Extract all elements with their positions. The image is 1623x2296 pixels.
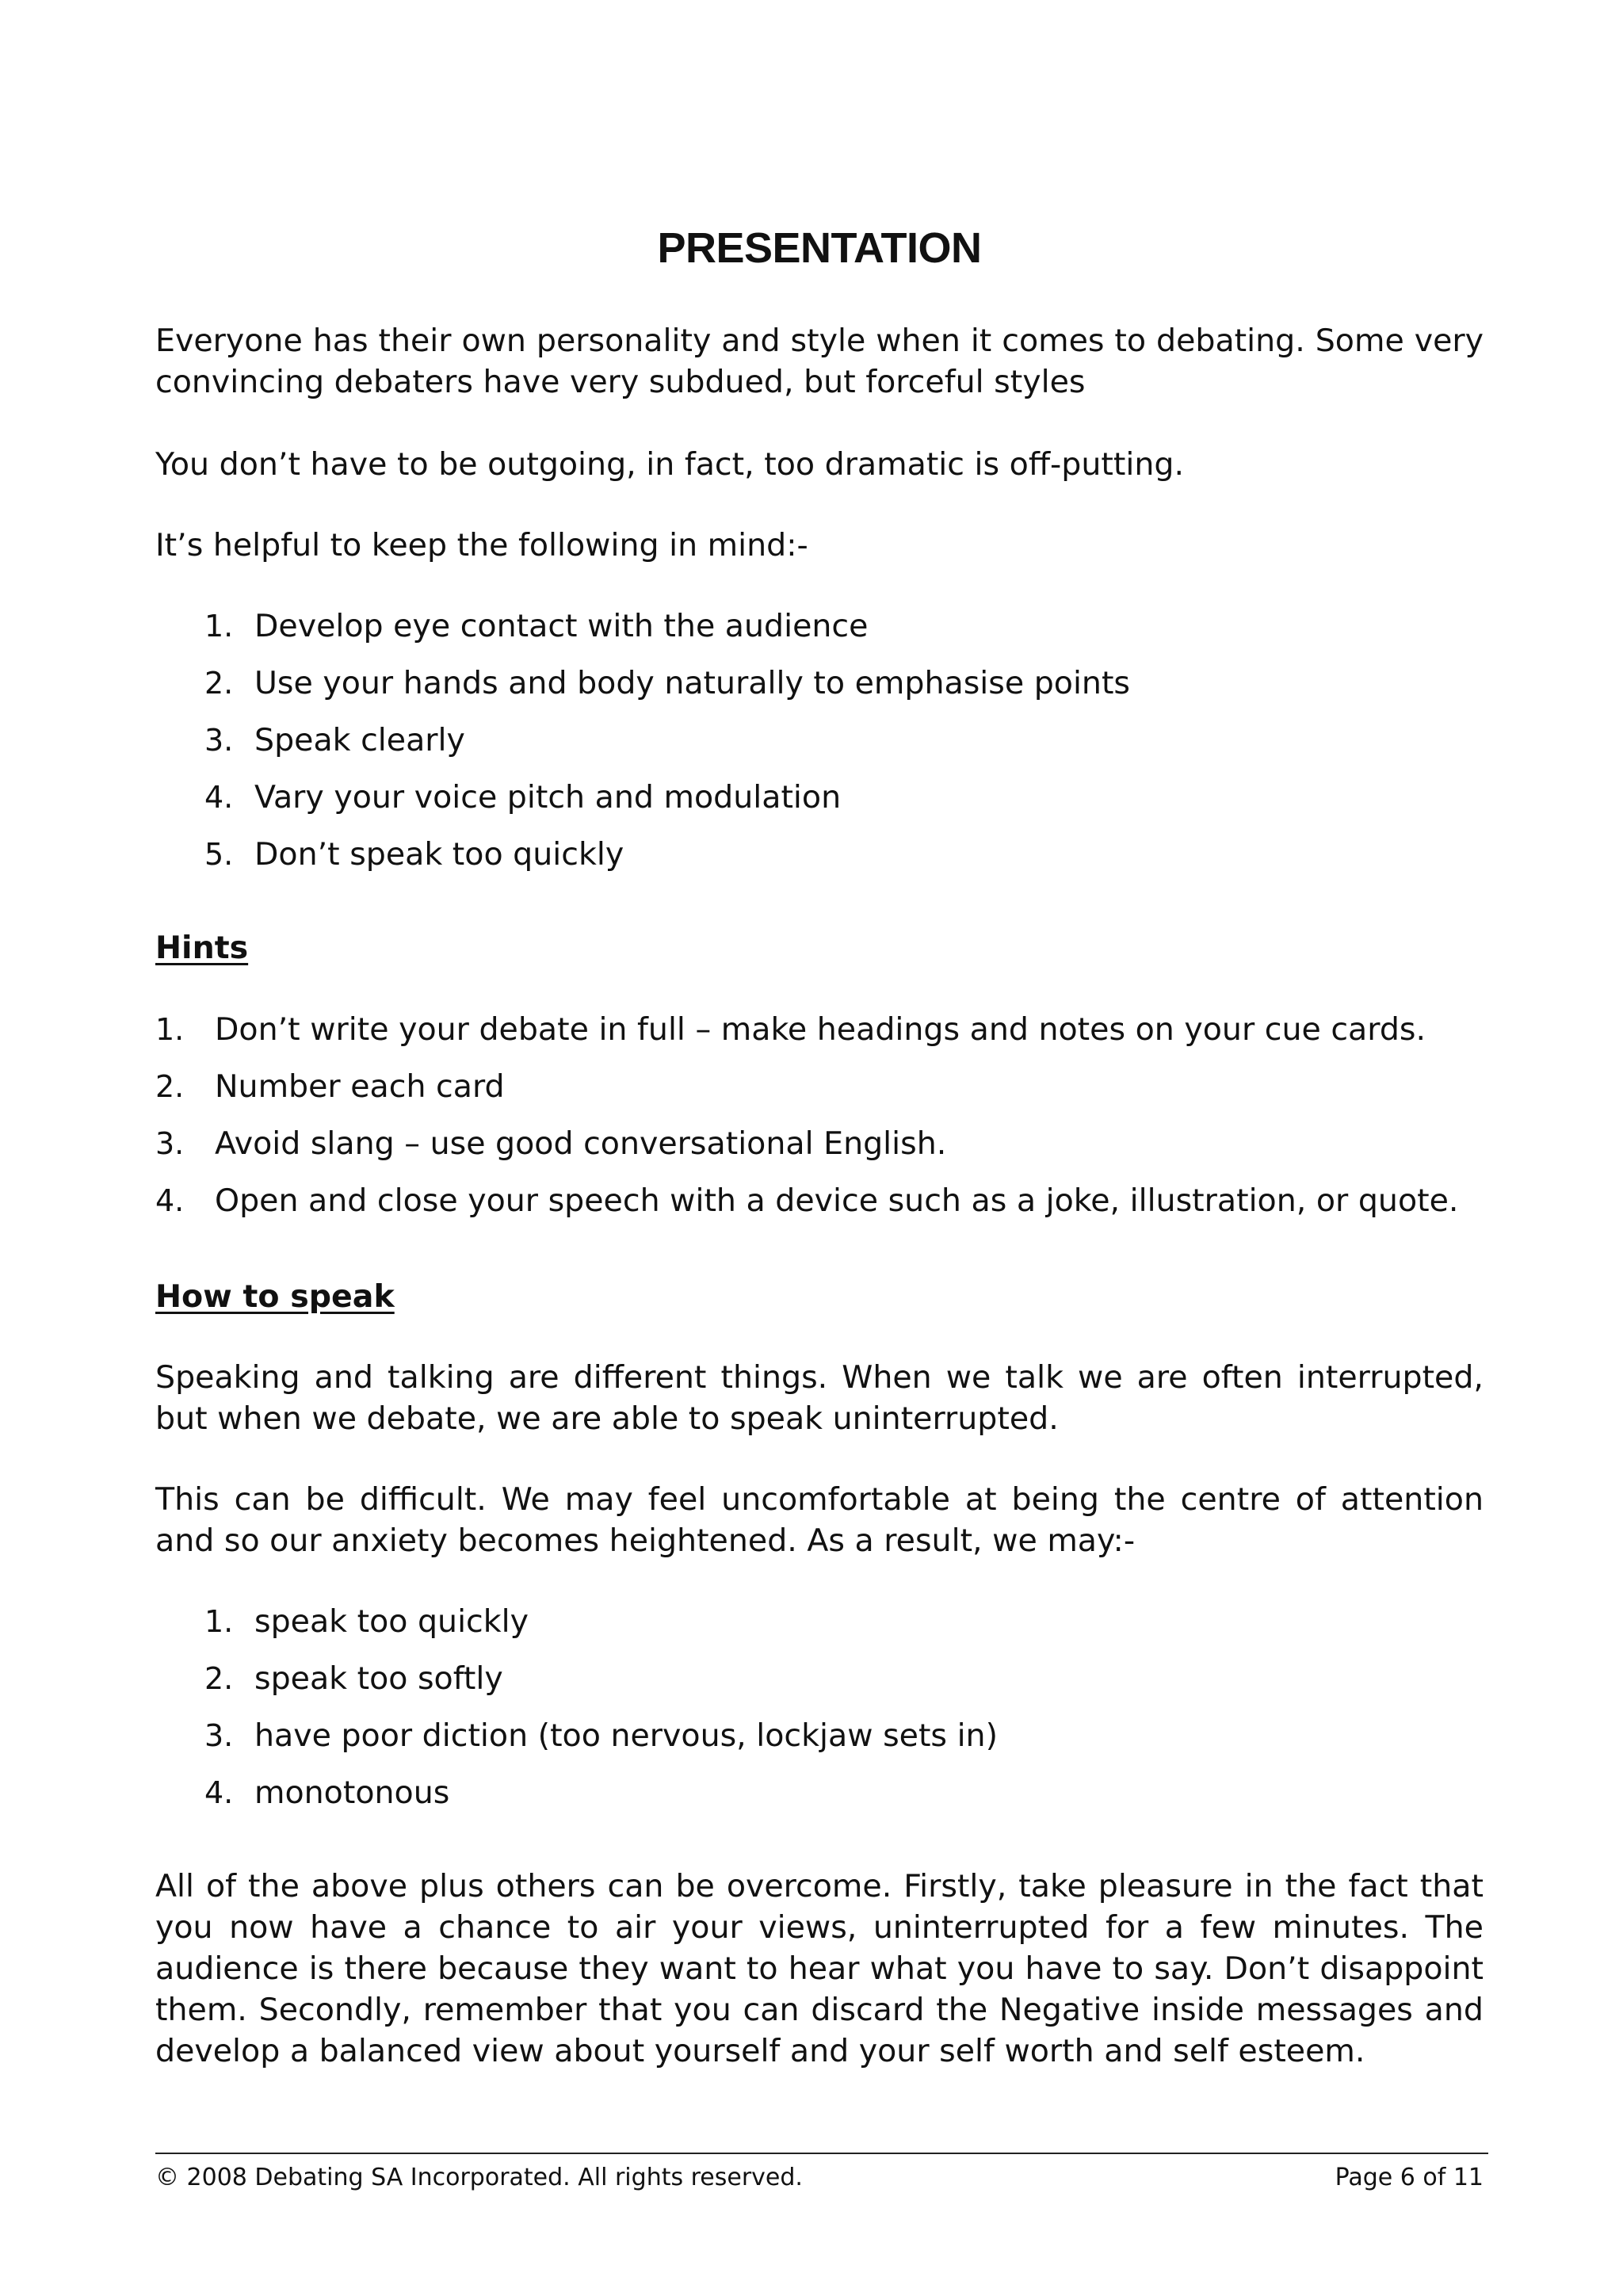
list-item-number: 4. bbox=[204, 1775, 234, 1810]
document-page bbox=[155, 0, 1484, 2296]
how-to-speak-paragraph-1: Speaking and talking are different things. When we talk we are often interrupted, but when we debate, we are able to speak uninterrupted. bbox=[155, 1359, 1484, 1437]
list-item-text: Don’t write your debate in full – make headings and notes on your cue cards. bbox=[215, 1011, 1426, 1048]
list-item-text: Don’t speak too quickly bbox=[254, 836, 624, 873]
list-item-number: 2. bbox=[204, 666, 234, 701]
list-item-text: Avoid slang – use good conversational English. bbox=[215, 1125, 947, 1162]
intro-paragraph-3: It’s helpful to keep the following in mind:- bbox=[155, 527, 808, 563]
intro-paragraph-2: You don’t have to be outgoing, in fact, too dramatic is off-putting. bbox=[155, 446, 1185, 483]
list-item-text: Number each card bbox=[215, 1068, 505, 1105]
list-item-number: 5. bbox=[204, 837, 234, 872]
list-item-text: Speak clearly bbox=[254, 722, 465, 758]
list-item-number: 2. bbox=[204, 1661, 234, 1696]
list-item-number: 2. bbox=[155, 1069, 185, 1104]
list-item-number: 3. bbox=[155, 1126, 185, 1161]
list-item-text: speak too quickly bbox=[254, 1603, 529, 1640]
list-item-text: monotonous bbox=[254, 1775, 450, 1811]
list-item-text: speak too softly bbox=[254, 1660, 503, 1697]
list-item-number: 1. bbox=[204, 609, 234, 644]
list-item-number: 4. bbox=[204, 780, 234, 815]
list-item-text: Open and close your speech with a device such as a joke, illustration, or quote. bbox=[215, 1182, 1459, 1219]
footer-copyright: © 2008 Debating SA Incorporated. All rights reserved. bbox=[155, 2164, 803, 2191]
footer-page-number: Page 6 of 11 bbox=[1335, 2164, 1484, 2191]
page-title: PRESENTATION bbox=[657, 224, 982, 272]
list-item-number: 4. bbox=[155, 1183, 185, 1218]
hints-heading: Hints bbox=[155, 930, 249, 966]
list-item-text: have poor diction (too nervous, lockjaw sets in) bbox=[254, 1717, 998, 1754]
list-item-text: Develop eye contact with the audience bbox=[254, 608, 869, 644]
list-item-number: 1. bbox=[204, 1604, 234, 1639]
list-item-number: 3. bbox=[204, 1718, 234, 1753]
how-to-speak-paragraph-3: All of the above plus others can be overcome. Firstly, take pleasure in the fact that you now have a chance to air your views, uninterrupted for a few minutes. The audience is there because they want to hear what you have to say. Don’t disappoint them. Secondly, remember that you can discard the Negative inside messages and develop a balanced view about yourself and your self worth and self esteem. bbox=[155, 1868, 1484, 2069]
list-item-number: 3. bbox=[204, 723, 234, 758]
list-item-number: 1. bbox=[155, 1012, 185, 1047]
footer-divider bbox=[155, 2153, 1488, 2154]
list-item-text: Use your hands and body naturally to emphasise points bbox=[254, 665, 1131, 701]
how-to-speak-paragraph-2: This can be difficult. We may feel uncomfortable at being the centre of attention and so our anxiety becomes heightened. As a result, we may:- bbox=[155, 1481, 1484, 1559]
intro-paragraph-1: Everyone has their own personality and style when it comes to debating. Some very convincing debaters have very subdued, but forceful styles bbox=[155, 323, 1484, 400]
list-item-text: Vary your voice pitch and modulation bbox=[254, 779, 842, 816]
how-to-speak-heading: How to speak bbox=[155, 1278, 395, 1315]
